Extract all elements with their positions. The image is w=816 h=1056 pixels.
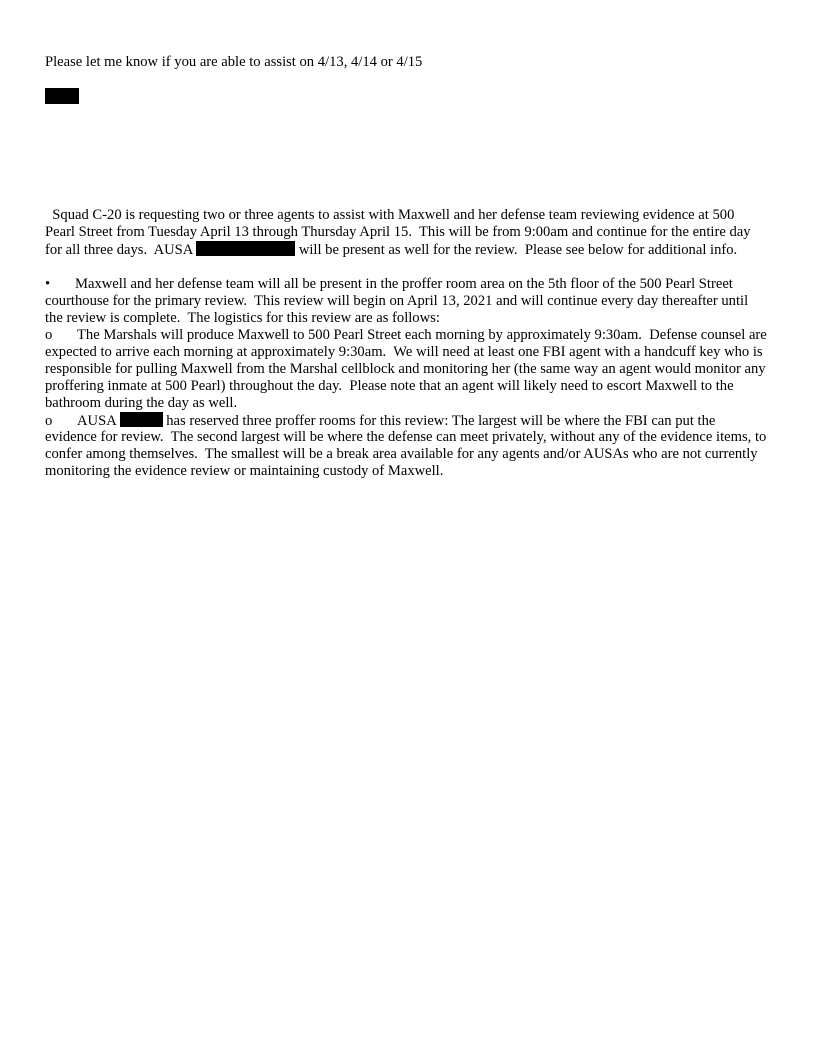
redacted-ausa-name — [120, 412, 163, 427]
sub-item-2-line-1-end: has reserved three proffer rooms for this review: The largest will be where the FBI can put the — [162, 413, 716, 429]
bullet-line-3: the review is complete. The logistics for this review are as follows: — [45, 310, 440, 326]
sub-item-2-line-1-start: AUSA — [77, 413, 120, 429]
intro-line-2: Pearl Street from Tuesday April 13 through Thursday April 15. This will be from 9:00am and continue for the entire day — [45, 224, 751, 240]
intro-line-3-start: for all three days. AUSA — [45, 242, 197, 258]
sub-item-1-line-1-text: The Marshals will produce Maxwell to 500 Pearl Street each morning by approximately 9:30am. Defense counsel are — [77, 327, 767, 343]
bullet-line-1-text: Maxwell and her defense team will all be present in the proffer room area on the 5th floor of the 500 Pearl Street — [75, 276, 733, 292]
sub-item-1-line-3: responsible for pulling Maxwell from the Marshal cellblock and monitoring her (the same way an agent would monitor any — [45, 361, 766, 377]
bullet-line-1 — [45, 276, 733, 293]
intro-line-3-end: will be present as well for the review. Please see below for additional info. — [295, 242, 738, 258]
sub-item-1-line-2: expected to arrive each morning at approximately 9:30am. We will need at least one FBI agent with a handcuff key who is — [45, 344, 763, 360]
redacted-ausa-name — [196, 241, 295, 256]
redacted-signature-block — [45, 88, 79, 104]
sub-item-2-line-3: confer among themselves. The smallest will be a break area available for any agents and/or AUSAs who are not currently — [45, 446, 758, 462]
sub-item-1-line-4: proffering inmate at 500 Pearl) throughout the day. Please note that an agent will likely need to escort Maxwell to the — [45, 378, 734, 394]
sub-item-1-line-5: bathroom during the day as well. — [45, 395, 238, 411]
intro-line-3 — [45, 241, 737, 259]
sub-item-marker: o — [45, 413, 53, 429]
request-line: Please let me know if you are able to assist on 4/13, 4/14 or 4/15 — [45, 54, 423, 70]
sub-item-1-line-1 — [45, 327, 767, 344]
sub-item-2-line-4: monitoring the evidence review or maintaining custody of Maxwell. — [45, 463, 444, 479]
intro-line-1: Squad C-20 is requesting two or three agents to assist with Maxwell and her defense team reviewing evidence at 500 — [45, 207, 735, 223]
sub-item-2-line-2: evidence for review. The second largest will be where the defense can meet privately, without any of the evidence items, to — [45, 429, 767, 445]
sub-item-2-line-1 — [45, 412, 715, 430]
bullet-marker: • — [45, 276, 51, 292]
bullet-line-2: courthouse for the primary review. This review will begin on April 13, 2021 and will continue every day thereafter until — [45, 293, 749, 309]
sub-item-marker: o — [45, 327, 53, 343]
